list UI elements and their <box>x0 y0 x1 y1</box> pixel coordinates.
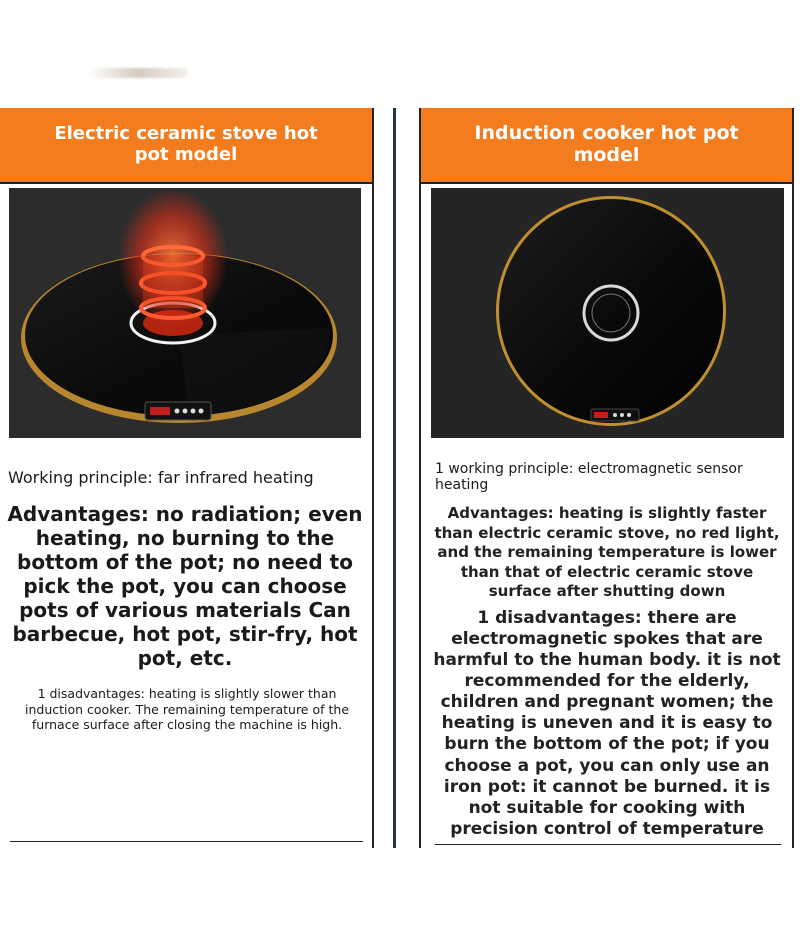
induction-cooker-panel <box>419 108 794 848</box>
bottom-rule <box>10 841 363 842</box>
electric-ceramic-panel <box>0 108 374 848</box>
working-principle-text: Working principle: far infrared heating <box>8 468 314 487</box>
working-principle-text: 1 working principle: electromagnetic sensor heating <box>435 461 743 494</box>
decorative-smudge <box>88 68 188 78</box>
advantages-text: Advantages: heating is slightly faster than electric ceramic stove, no red light, and the remaining temperature is lower than that of electric ceramic stove surface after shutting down <box>434 504 780 600</box>
panel-title: Electric ceramic stove hot pot model <box>0 108 372 184</box>
induction-cooker-photo <box>431 188 784 438</box>
disadvantages-text: 1 disadvantages: there are electromagnetic spokes that are harmful to the human body. it is not recommended for the elderly, children and pregnant women; the heating is uneven and it is easy to burn the bottom of the pot; if you choose a pot, you can only use an iron pot: it cannot be burned. it is not suitable for cooking with precision control of temperature <box>433 608 781 839</box>
ceramic-stove-photo <box>9 188 361 438</box>
advantages-text: Advantages: no radiation; even heating, no burning to the bottom of the pot; no need to pick the pot, you can choose pots of various materials Can barbecue, hot pot, stir-fry, hot pot, etc. <box>7 502 363 670</box>
bottom-rule <box>435 844 781 845</box>
disadvantages-text: 1 disadvantages: heating is slightly slower than induction cooker. The remaining temperature of the furnace surface after closing the machine is high. <box>24 686 350 733</box>
panel-title: Induction cooker hot pot model <box>421 108 792 184</box>
column-divider <box>393 108 396 848</box>
ceramic-stove-illustration <box>9 188 361 438</box>
induction-cooker-illustration <box>431 188 784 438</box>
